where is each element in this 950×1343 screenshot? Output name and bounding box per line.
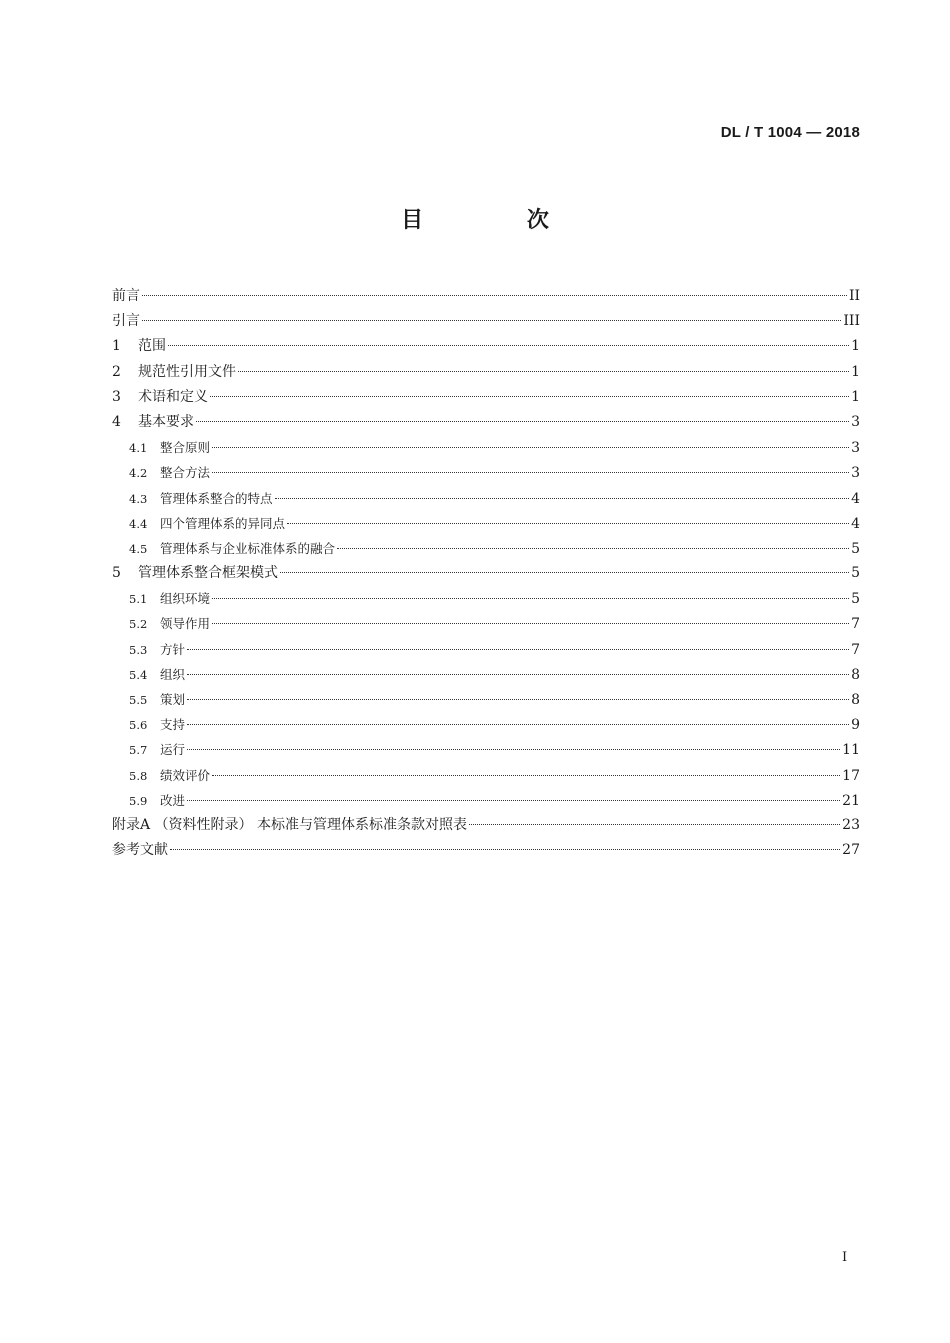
toc-entry-page: 17: [842, 767, 860, 784]
toc-entry[interactable]: [112, 687, 860, 712]
toc-entry[interactable]: [112, 813, 860, 838]
dot-leader: [187, 724, 849, 725]
dot-leader: [187, 800, 840, 801]
toc-entry-label: 支持: [160, 717, 186, 733]
toc-entry[interactable]: [112, 712, 860, 737]
toc-entry[interactable]: [112, 309, 860, 334]
toc-entry[interactable]: [112, 536, 860, 561]
toc-entry-number: 5.5: [129, 693, 148, 707]
dot-leader: [142, 295, 847, 296]
toc-entry-label: 绩效评价: [160, 767, 211, 783]
toc-entry-label: 管理体系整合框架模式: [138, 565, 278, 582]
toc-entry-number: 5.3: [129, 642, 148, 657]
toc-entry-number: 5.6: [129, 718, 148, 733]
toc-entry[interactable]: [112, 284, 860, 309]
page-number: I: [842, 1250, 848, 1265]
toc-entry-label: 引言: [112, 313, 140, 330]
toc-entry-number: 4.2: [129, 466, 148, 481]
toc-entry-page: 21: [842, 792, 860, 809]
dot-leader: [337, 548, 849, 549]
toc-entry-page: 8: [851, 692, 860, 708]
toc-entry-number: 4.5: [129, 541, 148, 556]
toc-entry-page: 27: [842, 842, 860, 859]
toc-entry-label: 管理体系与企业标准体系的融合: [160, 540, 336, 556]
dot-leader: [187, 749, 840, 750]
toc-entry-label: 领导作用: [160, 616, 211, 632]
toc-entry-label: 方针: [160, 641, 186, 657]
toc-entry-page: 7: [851, 616, 860, 633]
dot-leader: [212, 623, 849, 624]
toc-entry[interactable]: [112, 586, 860, 611]
dot-leader: [212, 472, 849, 473]
toc-entry[interactable]: [112, 511, 860, 536]
dot-leader: [238, 371, 849, 372]
toc-entry[interactable]: [112, 360, 860, 385]
toc-entry-label: 改进: [160, 792, 186, 808]
toc-entry-number: 5: [112, 565, 121, 582]
toc-entry-label: 前言: [112, 288, 140, 304]
toc-entry-page: 1: [851, 363, 860, 380]
toc-entry-label: 四个管理体系的异同点: [160, 515, 286, 531]
toc-entry-label: 整合原则: [160, 440, 211, 456]
toc-entry-page: 3: [851, 465, 860, 482]
toc-entry-number: 2: [112, 363, 121, 380]
toc-entry-page: 9: [851, 717, 860, 734]
dot-leader: [212, 447, 849, 448]
toc-entry-page: 23: [842, 816, 860, 833]
dot-leader: [196, 421, 849, 422]
toc-entry-label: 术语和定义: [138, 388, 208, 405]
toc-entry-page: 5: [851, 591, 860, 608]
dot-leader: [469, 824, 840, 825]
toc-entry[interactable]: [112, 637, 860, 662]
toc-entry-page: 8: [851, 666, 860, 683]
toc-entry-label: 整合方法: [160, 465, 211, 481]
standard-code: DL / T 1004 — 2018: [720, 124, 860, 141]
dot-leader: [280, 572, 849, 573]
toc-entry-page: 4: [851, 490, 860, 507]
toc-entry-number: 5.4: [129, 667, 148, 682]
dot-leader: [170, 849, 840, 850]
dot-leader: [287, 523, 849, 524]
toc-entry-page: 5: [851, 540, 860, 557]
toc-entry[interactable]: [112, 763, 860, 788]
toc-entry-page: 7: [851, 641, 860, 658]
toc-entry[interactable]: [112, 737, 860, 762]
dot-leader: [142, 320, 841, 321]
dot-leader: [210, 396, 849, 397]
toc-entry-page: III: [843, 313, 860, 330]
toc-entry-page: 3: [851, 440, 860, 457]
toc-entry-label: 范围: [138, 338, 166, 355]
toc-entry-number: 4.4: [129, 516, 148, 531]
toc-entry-label: 基本要求: [138, 413, 194, 430]
dot-leader: [212, 598, 849, 599]
table-of-contents: [112, 284, 860, 863]
dot-leader: [187, 649, 849, 650]
toc-entry-label: 管理体系整合的特点: [160, 490, 273, 506]
page-title: 目 次: [401, 208, 597, 233]
toc-entry-label: 策划: [160, 692, 186, 707]
toc-entry[interactable]: [112, 561, 860, 586]
toc-entry-page: 1: [851, 338, 860, 355]
toc-entry-number: 5.2: [129, 617, 148, 632]
toc-entry-number: 5.1: [129, 592, 148, 607]
toc-entry[interactable]: [112, 410, 860, 435]
dot-leader: [187, 674, 849, 675]
toc-entry[interactable]: [112, 334, 860, 359]
toc-entry-label: 参考文献: [112, 842, 168, 859]
toc-entry[interactable]: [112, 460, 860, 485]
toc-entry-number: 3: [112, 388, 121, 405]
toc-entry-label: 规范性引用文件: [138, 363, 236, 380]
toc-entry-label: 附录A （资料性附录） 本标准与管理体系标准条款对照表: [112, 816, 468, 833]
toc-entry[interactable]: [112, 385, 860, 410]
toc-entry-page: 5: [851, 565, 860, 582]
toc-entry-number: 5.8: [129, 768, 148, 783]
toc-entry[interactable]: [112, 662, 860, 687]
toc-entry-page: II: [848, 288, 860, 304]
toc-entry-page: 1: [851, 388, 860, 405]
toc-entry-number: 4.3: [129, 491, 148, 506]
dot-leader: [212, 775, 840, 776]
toc-entry-page: 4: [851, 515, 860, 532]
toc-entry-number: 4.1: [129, 441, 148, 456]
dot-leader: [275, 498, 850, 499]
toc-entry-number: 1: [112, 338, 121, 355]
toc-entry[interactable]: [112, 435, 860, 460]
toc-entry-number: 4: [112, 413, 121, 430]
toc-entry[interactable]: [112, 838, 860, 863]
dot-leader: [187, 699, 849, 700]
toc-entry[interactable]: [112, 788, 860, 813]
toc-entry-label: 组织: [160, 666, 186, 682]
toc-entry[interactable]: [112, 486, 860, 511]
toc-entry-page: 3: [851, 413, 860, 430]
toc-entry-number: 5.9: [129, 793, 148, 808]
dot-leader: [168, 345, 849, 346]
toc-entry-page: 11: [842, 742, 860, 759]
toc-entry-label: 组织环境: [160, 591, 211, 607]
toc-entry-label: 运行: [160, 742, 186, 758]
toc-entry-number: 5.7: [129, 743, 148, 758]
toc-entry[interactable]: [112, 611, 860, 636]
